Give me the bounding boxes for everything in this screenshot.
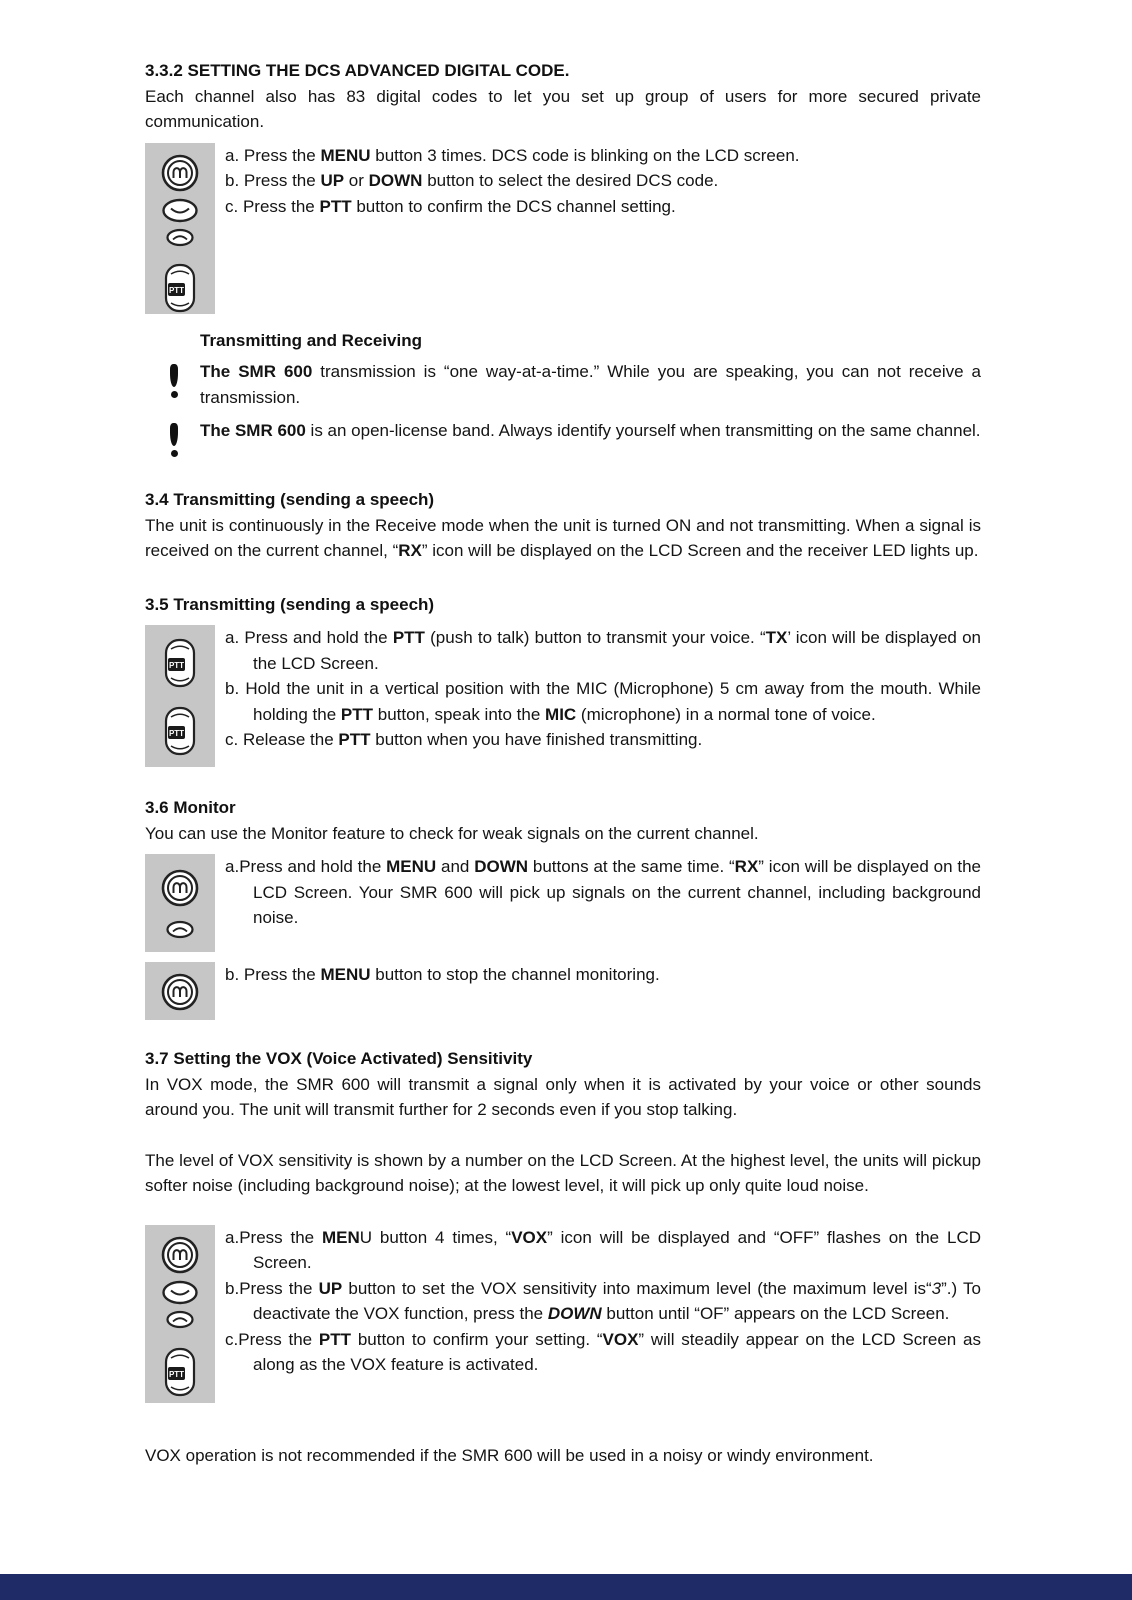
section-3-3-2-intro: Each channel also has 83 digital codes to let you set up group of users for more secured private communication. <box>145 86 981 131</box>
step-label: a. <box>225 1227 240 1247</box>
up-button-icon <box>161 1280 199 1305</box>
section-3-6 <box>145 795 981 1020</box>
step-label: c. <box>225 730 243 749</box>
step-b <box>225 676 981 727</box>
section-3-6-steps-b <box>225 962 981 988</box>
closing-note: VOX operation is not recommended if the SMR 600 will be used in a noisy or windy environment. <box>145 1445 874 1465</box>
svg-text:PTT: PTT <box>168 729 185 738</box>
section-3-6-row-b <box>145 962 981 1020</box>
step-label: a. <box>225 857 240 876</box>
section-3-7-para1: In VOX mode, the SMR 600 will transmit a signal only when it is activated by your voice or other sounds around you. The unit will transmit further for 2 seconds even if you stop talking. <box>145 1074 981 1119</box>
button-illustration-vox <box>145 1225 215 1403</box>
section-3-5 <box>145 592 981 768</box>
button-illustration-menu-down <box>145 854 215 952</box>
section-3-5-steps <box>225 625 981 753</box>
page-footer-bar <box>0 1574 1132 1600</box>
step-label: a. <box>225 628 245 647</box>
note-one-way <box>145 359 981 410</box>
note-open-license <box>145 418 981 457</box>
section-3-6-steps-a <box>225 854 981 931</box>
step-label: a. <box>225 145 244 165</box>
step-b <box>225 962 981 988</box>
section-3-3-2 <box>145 58 981 314</box>
step-b <box>225 168 981 194</box>
exclamation-icon <box>170 359 195 410</box>
step-text: Press the UP button to set the VOX sensitivity into maximum level (the maximum level is“3”.) To deactivate the VOX function, press the DOWN button until “OF” appears on the LCD Screen. <box>239 1278 981 1323</box>
step-label: b. <box>225 965 244 984</box>
note-text: The SMR 600 is an open-license band. Always identify yourself when transmitting on the same channel. <box>200 421 981 440</box>
step-a <box>225 625 981 676</box>
step-c <box>225 194 981 220</box>
section-3-7 <box>145 1046 981 1403</box>
ptt-button-icon <box>163 705 197 757</box>
page-content <box>145 58 981 1468</box>
down-button-icon <box>165 228 195 247</box>
step-a <box>225 143 981 169</box>
step-label: b. <box>225 679 246 698</box>
step-text: Press the UP or DOWN button to select the desired DCS code. <box>243 171 719 190</box>
step-text: Press the PTT button to confirm your setting. “VOX” will steadily appear on the LCD Screen as along as the VOX feature is activated. <box>238 1329 981 1374</box>
txrx-heading: Transmitting and Receiving <box>200 330 422 350</box>
step-text: Press the PTT button to confirm the DCS channel setting. <box>242 196 676 216</box>
section-3-7-steps <box>225 1225 981 1378</box>
menu-button-icon <box>160 868 200 908</box>
section-3-6-heading: 3.6 Monitor <box>145 798 236 817</box>
section-3-7-para2: The level of VOX sensitivity is shown by a number on the LCD Screen. At the highest level, the units will pickup softer noise (including background noise); at the lowest level, it will pick up only quite loud noise. <box>145 1150 981 1195</box>
step-a <box>225 1225 981 1276</box>
button-illustration-menu <box>145 962 215 1020</box>
ptt-button-icon <box>163 637 197 689</box>
step-label: c. <box>225 196 243 216</box>
step-b <box>225 1276 981 1327</box>
svg-text:PTT: PTT <box>168 1369 185 1379</box>
svg-text:PTT: PTT <box>168 285 185 295</box>
section-3-4-heading: 3.4 Transmitting (sending a speech) <box>145 490 435 509</box>
section-3-7-row <box>145 1225 981 1403</box>
ptt-button-icon <box>163 262 197 314</box>
button-illustration-ptt <box>145 625 215 767</box>
down-button-icon <box>165 920 195 939</box>
section-3-3-2-row <box>145 143 981 314</box>
step-text: Press and hold the MENU and DOWN buttons at the same time. “RX” icon will be displayed on the LCD Screen. Your SMR 600 will pick up signals on the current channel, including background noise. <box>239 857 982 927</box>
section-3-3-2-heading: 3.3.2 SETTING THE DCS ADVANCED DIGITAL CODE. <box>145 61 570 80</box>
step-c <box>225 1327 981 1378</box>
note-text: The SMR 600 transmission is “one way-at-a-time.” While you are speaking, you can not receive a transmission. <box>200 362 981 407</box>
section-3-3-2-steps <box>225 143 981 220</box>
step-label: b. <box>225 1278 240 1298</box>
menu-button-icon <box>160 972 200 1012</box>
step-label: b. <box>225 171 244 190</box>
section-3-6-intro: You can use the Monitor feature to check for weak signals on the current channel. <box>145 823 759 843</box>
section-txrx-notes <box>145 328 981 458</box>
button-illustration-dcs <box>145 143 215 314</box>
step-text: Press the MENU button 4 times, “VOX” icon will be displayed and “OFF” flashes on the LCD Screen. <box>239 1227 981 1272</box>
step-text: Press the MENU button 3 times. DCS code is blinking on the LCD screen. <box>243 145 800 165</box>
svg-text:PTT: PTT <box>168 661 185 670</box>
section-3-5-heading: 3.5 Transmitting (sending a speech) <box>145 594 435 614</box>
step-label: c. <box>225 1329 239 1349</box>
ptt-button-icon <box>163 1346 197 1398</box>
menu-button-icon <box>160 1235 200 1275</box>
step-text: Press and hold the PTT (push to talk) button to transmit your voice. “TX’ icon will be displayed on the LCD Screen. <box>244 628 981 673</box>
exclamation-icon <box>170 418 195 457</box>
section-3-4 <box>145 487 981 564</box>
up-button-icon <box>161 198 199 223</box>
down-button-icon <box>165 1310 195 1329</box>
section-3-6-row-a <box>145 854 981 952</box>
menu-button-icon <box>160 153 200 193</box>
section-3-7-heading: 3.7 Setting the VOX (Voice Activated) Sensitivity <box>145 1049 533 1068</box>
step-a <box>225 854 981 931</box>
step-text: Release the PTT button when you have finished transmitting. <box>242 730 703 749</box>
section-3-5-row <box>145 625 981 767</box>
step-c <box>225 727 981 753</box>
step-text: Hold the unit in a vertical position with the MIC (Microphone) 5 cm away from the mouth. While holding the PTT button, speak into the MIC (microphone) in a normal tone of voice. <box>245 679 982 724</box>
step-text: Press the MENU button to stop the channel monitoring. <box>243 965 660 984</box>
section-3-4-body: The unit is continuously in the Receive mode when the unit is turned ON and not transmitting. When a signal is received on the current channel, “RX” icon will be displayed on the LCD Screen and the receiver LED lights up. <box>145 515 981 560</box>
